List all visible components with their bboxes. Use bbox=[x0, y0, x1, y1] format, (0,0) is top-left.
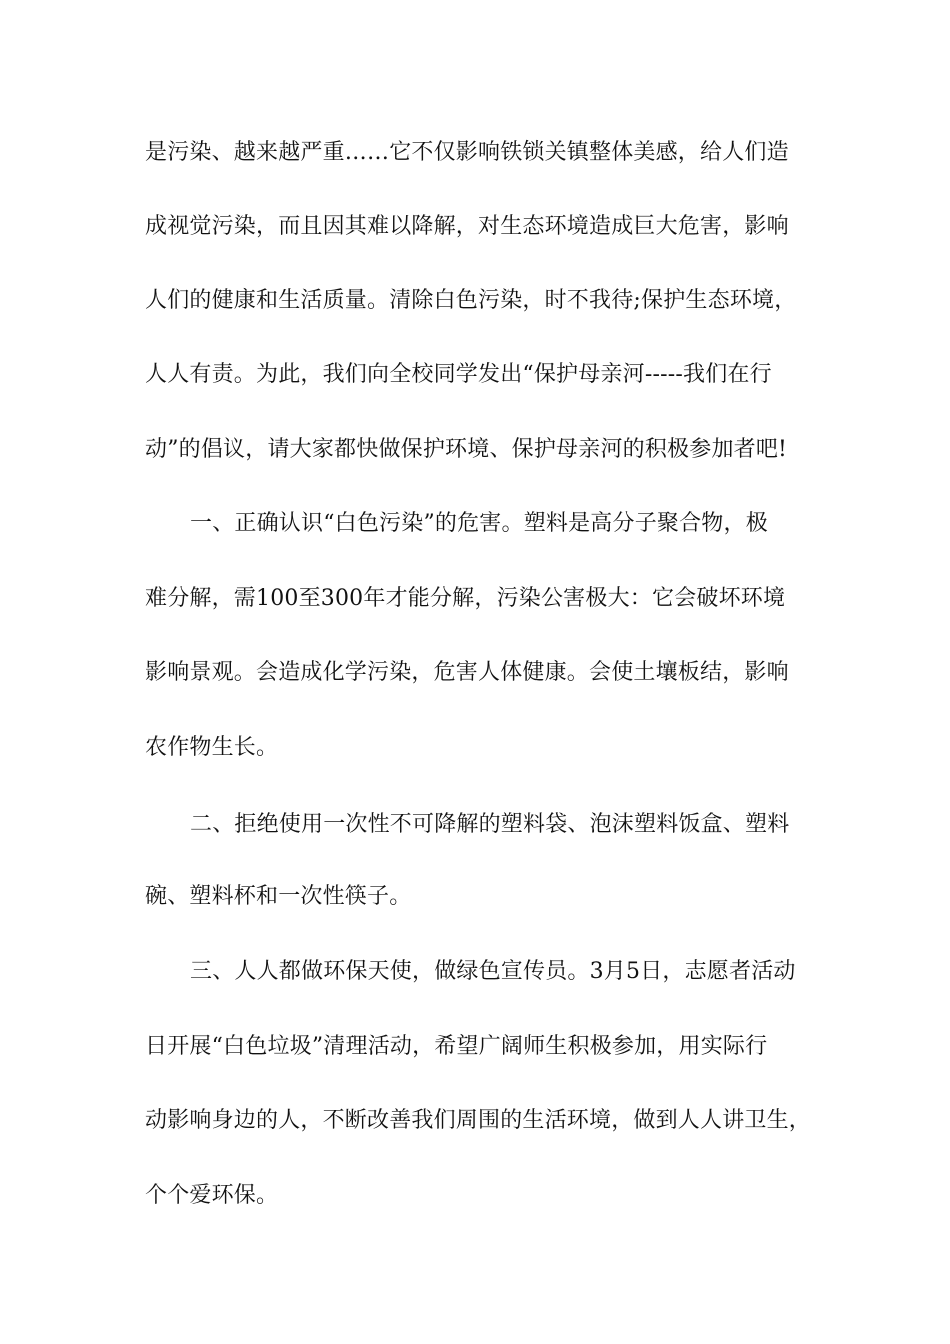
text-line: 人人有责。为此，我们向全校同学发出“保护母亲河-----我们在行 bbox=[145, 362, 772, 387]
text-line: 成视觉污染，而且因其难以降解，对生态环境造成巨大危害，影响 bbox=[145, 214, 789, 239]
paragraph-first-line: 三、人人都做环保天使，做绿色宣传员。3月5日，志愿者活动 bbox=[190, 959, 796, 984]
text-line: 农作物生长。 bbox=[145, 735, 279, 760]
text-line: 是污染、越来越严重……它不仅影响铁锁关镇整体美感，给人们造 bbox=[145, 140, 789, 165]
paragraph-first-line: 一、正确认识“白色污染”的危害。塑料是高分子聚合物，极 bbox=[190, 511, 768, 536]
text-line: 动影响身边的人，不断改善我们周围的生活环境，做到人人讲卫生， bbox=[145, 1108, 812, 1133]
text-line: 碗、塑料杯和一次性筷子。 bbox=[145, 884, 412, 909]
text-line: 难分解，需100至300年才能分解，污染公害极大：它会破坏环境 bbox=[145, 586, 786, 611]
text-line: 日开展“白色垃圾”清理活动，希望广阔师生积极参加，用实际行 bbox=[145, 1034, 768, 1059]
paragraph-first-line: 二、拒绝使用一次性不可降解的塑料袋、泡沫塑料饭盒、塑料 bbox=[190, 812, 790, 837]
text-line: 动”的倡议，请大家都快做保护环境、保护母亲河的积极参加者吧! bbox=[145, 437, 788, 462]
text-line: 人们的健康和生活质量。清除白色污染，时不我待;保护生态环境， bbox=[145, 288, 797, 313]
text-line: 影响景观。会造成化学污染，危害人体健康。会使土壤板结，影响 bbox=[145, 660, 789, 685]
text-line: 个个爱环保。 bbox=[145, 1183, 279, 1208]
